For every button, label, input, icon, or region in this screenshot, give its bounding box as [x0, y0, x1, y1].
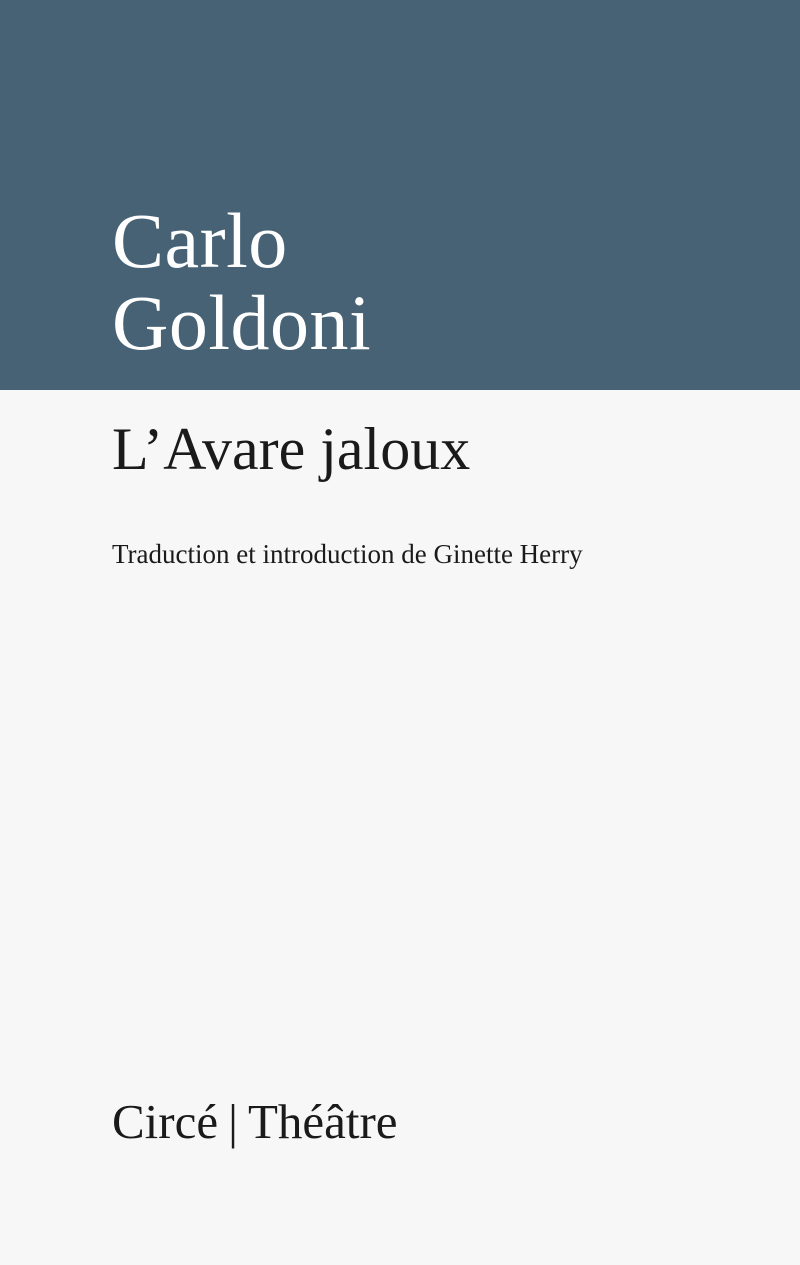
author-last-name: Goldoni [112, 278, 372, 366]
publisher-name: Circé [112, 1094, 219, 1149]
publisher-separator: | [228, 1094, 238, 1149]
book-title: L’Avare jaloux [112, 416, 471, 482]
book-subtitle: Traduction et introduction de Ginette Herry [112, 539, 583, 569]
publisher-collection: Théâtre [247, 1094, 398, 1149]
publisher-line [112, 1095, 772, 1149]
author-first-name: Carlo [112, 197, 288, 284]
author-name [112, 197, 752, 366]
